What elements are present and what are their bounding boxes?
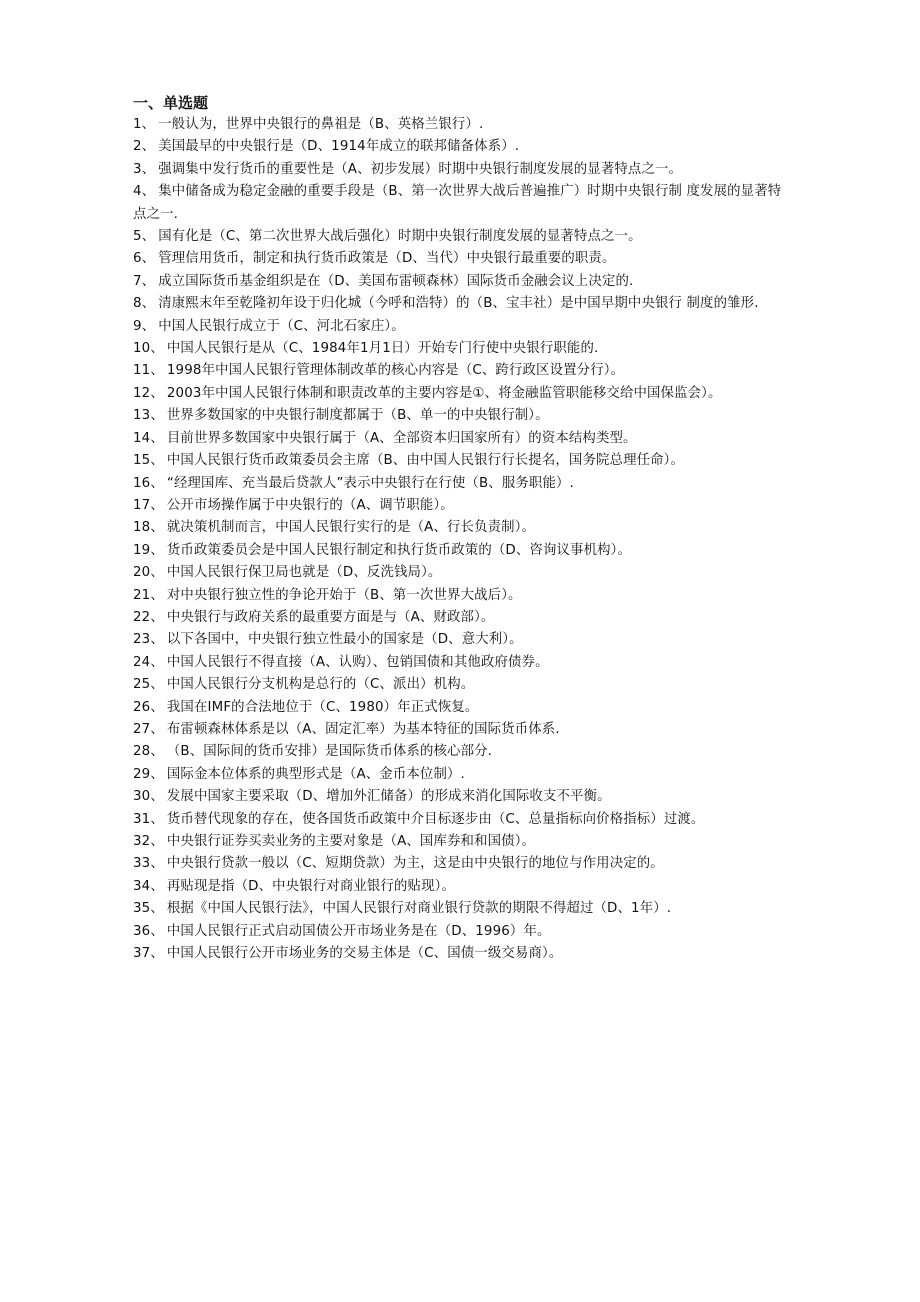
question-item (133, 629, 791, 651)
question-item (133, 338, 791, 360)
question-text: 中央银行证券买卖业务的主要对象是（A、国库券和和国债）。 (166, 834, 536, 849)
question-number: 9、 (133, 318, 156, 334)
question-text: 对中央银行独立性的争论开始于（B、第一次世界大战后）。 (166, 587, 522, 603)
question-number: 35、 (133, 901, 164, 917)
question-number: 3、 (133, 161, 156, 177)
question-text: 强调集中发行货币的重要性是（A、初步发展）时期中央银行制度发展的显著特点之一。 (158, 161, 683, 177)
question-text: 中国人民银行公开市场业务的交易主体是（C、国债一级交易商）。 (166, 946, 563, 962)
question-item (133, 853, 791, 875)
question-item (133, 719, 791, 741)
question-number: 17、 (133, 497, 164, 513)
question-item (133, 181, 791, 226)
question-item (133, 114, 791, 136)
question-number: 28、 (133, 744, 164, 760)
question-item (133, 876, 791, 898)
question-item (133, 293, 791, 315)
question-number: 21、 (133, 587, 164, 603)
question-text: 布雷顿森林体系是以（A、固定汇率）为基本特征的国际货币体系. (166, 721, 560, 737)
question-number: 10、 (133, 341, 164, 357)
question-number: 6、 (133, 251, 156, 267)
question-text: 美国最早的中央银行是（D、1914年成立的联邦储备体系）. (158, 139, 520, 155)
question-text: 清康熙末年至乾隆初年设于归化城（今呼和浩特）的（B、宝丰社）是中国早期中央银行 制度的雏形. (158, 296, 759, 312)
question-item (133, 159, 791, 181)
question-text: 就决策机制而言，中国人民银行实行的是（A、行长负责制）。 (166, 520, 536, 536)
question-item (133, 943, 791, 965)
document-content (133, 92, 791, 965)
question-number: 7、 (133, 273, 156, 289)
question-number: 4、 (133, 184, 156, 200)
question-number: 37、 (133, 946, 164, 962)
section-title: 一、单选题 (133, 94, 209, 112)
question-item (133, 898, 791, 920)
question-item (133, 809, 791, 831)
question-item (133, 428, 791, 450)
question-item (133, 473, 791, 495)
question-text: 以下各国中，中央银行独立性最小的国家是（D、意大利）。 (166, 632, 523, 648)
question-text: 一般认为，世界中央银行的鼻祖是（B、英格兰银行）. (158, 117, 484, 132)
question-item (133, 585, 791, 607)
question-text: 中国人民银行是从（C、1984年1月1日）开始专门行使中央银行职能的. (166, 341, 599, 357)
question-item (133, 652, 791, 674)
question-text: （B、国际间的货币安排）是国际货币体系的核心部分. (166, 744, 493, 760)
question-text: 2003年中国人民银行体制和职责改革的主要内容是①、将金融监管职能移交给中国保监会）。 (166, 385, 722, 401)
question-number: 13、 (133, 408, 164, 424)
question-item (133, 607, 791, 629)
question-text: 目前世界多数国家中央银行属于（A、全部资本归国家所有）的资本结构类型。 (166, 430, 637, 446)
question-item (133, 450, 791, 472)
question-item (133, 741, 791, 763)
question-item (133, 764, 791, 786)
question-text: 集中储备成为稳定金融的重要手段是（B、第一次世界大战后普遍推广）时期中央银行制 度发展的显著特点之一. (133, 184, 782, 222)
question-text: 再贴现是指（D、中央银行对商业银行的贴现）。 (166, 878, 456, 894)
question-number: 12、 (133, 385, 164, 401)
question-text: 中国人民银行分支机构是总行的（C、派出）机构。 (166, 677, 475, 693)
question-item (133, 831, 791, 853)
question-text: 世界多数国家的中央银行制度都属于（B、单一的中央银行制）。 (166, 408, 549, 424)
question-text: 根据《中国人民银行法》，中国人民银行对商业银行贷款的期限不得超过（D、1年）. (166, 901, 672, 917)
question-number: 20、 (133, 565, 164, 581)
question-text: 货币政策委员会是中国人民银行制定和执行货币政策的（D、咨询议事机构）。 (166, 542, 632, 558)
question-number: 2、 (133, 139, 156, 155)
question-item (133, 562, 791, 584)
question-text: 国有化是（C、第二次世界大战后强化）时期中央银行制度发展的显著特点之一。 (158, 229, 642, 245)
question-number: 36、 (133, 923, 164, 939)
question-number: 25、 (133, 677, 164, 693)
question-number: 5、 (133, 229, 156, 245)
question-item (133, 271, 791, 293)
question-text: “经理国库、充当最后贷款人”表示中央银行在行使（B、服务职能）. (166, 475, 574, 491)
question-text: 我国在IMF的合法地位于（C、1980）年正式恢复。 (166, 699, 479, 715)
question-item (133, 674, 791, 696)
question-number: 14、 (133, 430, 164, 446)
question-number: 23、 (133, 632, 164, 648)
question-text: 中国人民银行货币政策委员会主席（B、由中国人民银行行长提名，国务院总理任命）。 (166, 453, 685, 469)
question-number: 24、 (133, 654, 164, 670)
question-text: 中国人民银行保卫局也就是（D、反洗钱局）。 (166, 565, 442, 581)
question-text: 中国人民银行成立于（C、河北石家庄）。 (158, 318, 405, 334)
question-number: 8、 (133, 296, 156, 312)
question-number: 18、 (133, 520, 164, 536)
question-number: 27、 (133, 721, 164, 737)
question-item (133, 226, 791, 248)
question-item (133, 405, 791, 427)
question-text: 发展中国家主要采取（D、增加外汇储备）的形成来消化国际收支不平衡。 (166, 789, 611, 805)
question-text: 中国人民银行不得直接（A、认购）、包销国债和其他政府债券。 (166, 654, 549, 670)
question-item (133, 921, 791, 943)
question-text: 中国人民银行正式启动国债公开市场业务是在（D、1996）年。 (166, 923, 551, 939)
question-number: 15、 (133, 453, 164, 469)
question-item (133, 383, 791, 405)
question-number: 19、 (133, 542, 164, 558)
question-number: 32、 (133, 834, 164, 849)
question-number: 26、 (133, 699, 164, 715)
question-item (133, 540, 791, 562)
question-item (133, 248, 791, 270)
question-number: 16、 (133, 475, 164, 491)
question-item (133, 786, 791, 808)
question-number: 31、 (133, 811, 164, 827)
question-item (133, 316, 791, 338)
question-text: 货币替代现象的存在，使各国货币政策中介目标逐步由（C、总量指标向价格指标）过渡。 (166, 811, 705, 827)
question-item (133, 495, 791, 517)
question-number: 33、 (133, 856, 164, 872)
question-number: 30、 (133, 789, 164, 805)
question-item (133, 697, 791, 719)
question-text: 管理信用货币，制定和执行货币政策是（D、当代）中央银行最重要的职责。 (158, 251, 616, 267)
question-text: 国际金本位体系的典型形式是（A、金币本位制）. (166, 766, 465, 782)
question-item (133, 517, 791, 539)
question-text: 成立国际货币基金组织是在（D、美国布雷顿森林）国际货币金融会议上决定的. (158, 273, 634, 289)
question-item (133, 136, 791, 158)
question-item (133, 360, 791, 382)
question-number: 1、 (133, 117, 156, 132)
question-text: 中央银行与政府关系的最重要方面是与（A、财政部）。 (166, 609, 495, 625)
question-list (133, 114, 791, 965)
question-number: 29、 (133, 766, 164, 782)
question-number: 34、 (133, 878, 164, 894)
question-number: 22、 (133, 609, 164, 625)
question-number: 11、 (133, 363, 164, 379)
question-text: 公开市场操作属于中央银行的（A、调节职能）。 (166, 497, 454, 513)
question-text: 中央银行贷款一般以（C、短期贷款）为主，这是由中央银行的地位与作用决定的。 (166, 856, 664, 872)
question-text: 1998年中国人民银行管理体制改革的核心内容是（C、跨行政区设置分行）。 (166, 363, 625, 379)
